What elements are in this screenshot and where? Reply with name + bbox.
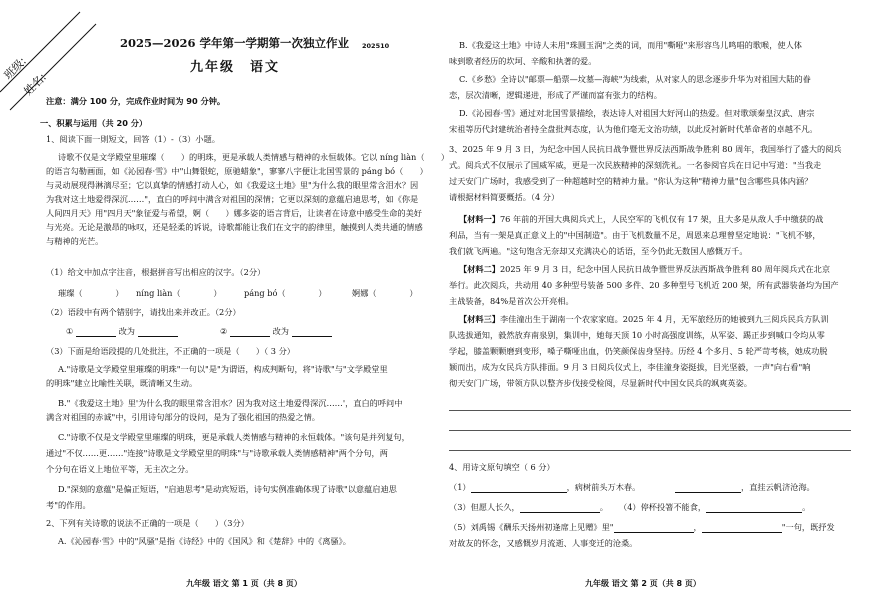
passage-line: 与精神的光芒。 (46, 236, 104, 246)
passage-line: 为我对这土地爱得深沉……"，直白的呼问中满含对祖国的深情；它更以深刻的意蕴启迪思考，如《你是 (46, 194, 419, 204)
question-2: 2、下列有关诗歌的说法不正确的一项是（ ）（3分） (46, 518, 249, 528)
fill-line-2 (675, 482, 815, 493)
class-label: 班级: (1, 54, 29, 83)
answer-blank[interactable] (230, 327, 270, 337)
answer-blank[interactable] (614, 523, 694, 533)
fill-line-1 (449, 482, 640, 493)
material-tag: 【材料一】 (459, 214, 500, 224)
verse-text: （4）停杯投箸不能食， (619, 502, 707, 512)
change-to-label: 改为 (118, 326, 135, 336)
option-line: D.《沁园春·雪》通过对北国雪景描绘，表达诗人对祖国大好河山的热爱。但对歌颂秦皇汉武、唐宗 (459, 108, 815, 118)
fill-line-6: 对故友的怀念，又感慨岁月流逝、人事变迁的沧桑。 (449, 538, 638, 548)
question-1-intro: 1、阅读下面一則短文，回答（1）-（3）小题。 (46, 134, 220, 144)
pinyin-item[interactable]: 婀娜（ ） (352, 288, 418, 298)
subject-heading: 九年级 语文 (190, 60, 281, 75)
answer-blank[interactable] (471, 483, 567, 493)
answer-blank[interactable] (520, 503, 600, 513)
verse-text: ， (693, 522, 702, 532)
material-line: 主战装备，84%是首次公开亮相。 (449, 296, 574, 306)
material-tag: 【材料二】 (459, 264, 500, 274)
option-line: 的明珠"建立比喻性关联，既清晰又生动。 (46, 378, 198, 388)
fill-line-3 (449, 502, 608, 513)
material-line: 队选拔通知，毅然放弃南泉别，集训中，她每天顶 10 小时高强度训练，从军姿、踢正步到喊口令均从零 (449, 330, 825, 340)
verse-text: "一句，既抒发 (781, 522, 835, 532)
material-line: 76 年前的开国大典阅兵式上，人民空军的飞机仅有 17 架，且大多是从敌人手中缴获的战 (499, 214, 824, 224)
pinyin-item[interactable]: páng bó（ ） (244, 288, 327, 298)
question-1-1: （1）给文中加点字注音，根据拼音写出相应的汉字。（2分） (46, 267, 266, 277)
section-heading: 一、积累与运用（共 20 分） (40, 118, 148, 128)
verse-end: 。 (599, 502, 608, 512)
passage-line: 诗歌不仅是文学殿堂里璀璨（ ）的明珠，更是承载人类情感与精神的永恒载体。它以 níng liàn（ ） (58, 152, 450, 162)
exam-note: 注意：满分 100 分，完成作业时间为 90 分钟。 (46, 96, 226, 106)
verse-text: （3）但愿人长久， (449, 502, 520, 512)
option-line: B."《我爱这土地》里'为什么我的眼里常含泪水？因为我对这土地爱得深沉……'，直白的呼问中 (58, 398, 403, 408)
answer-blank[interactable] (706, 503, 802, 513)
option-line: D."深刻的意蕴"是偏正短语，"启迪思考"是动宾短语，诗句实例准确体现了诗歌"以意蕴启迪思 (58, 484, 397, 494)
option-line: 味到歌者经历的坎坷、辛酸和执著的爱。 (449, 56, 597, 66)
material-line: 彻天安门广场，带领方队以整齐步伐接受检阅，尽显新时代中国女民兵的飒爽英姿。 (449, 378, 752, 388)
answer-blank[interactable] (138, 327, 178, 337)
passage-line: 的语言勾勒画面，如《沁园春·雪》中"山舞银蛇，原驰蜡象"，寥寥八字便让北国雪景的 páng bó（ ） (46, 166, 428, 176)
answer-line[interactable] (449, 430, 851, 431)
verse-end: 。 (802, 502, 811, 512)
question-1-3: （3）下面是给语段提的几处批注，不正确的一项是（ ）（ 3 分） (46, 346, 295, 356)
passage-line: 人间四月天》用"四月天"象征爱与希望，婀（ ）娜多姿的语言背后，让读者在诗意中感受生命的美好 (46, 208, 422, 218)
material-line: 我们就飞两遍。"这句饱含无奈却又充满决心的话语，至今仍此无数国人感慨万千。 (449, 246, 748, 256)
page-2 (435, 0, 870, 602)
question-3-line: 请根据材料简要概括。（4 分） (449, 192, 560, 202)
option-line: 个分句在语义上地位平等，无主次之分。 (46, 464, 194, 474)
question-4: 4、用诗文原句填空（ 6 分） (449, 462, 555, 472)
material-line: 学起，膝盖颗颗磨到变形，嗓子嘶哑出血，仍笑颜保齿身坚持。历经 4 个多月、5 轮严苛考核，她成功脱 (449, 346, 828, 356)
answer-blank[interactable] (76, 327, 116, 337)
page-footer: 九年级 语文 第 1 页（共 8 页） (186, 579, 302, 588)
option-line: 满含对祖国的赤诚"中，引用诗句部分的设问，是为了强化祖国的热爱之情。 (46, 412, 320, 422)
answer-line[interactable] (449, 410, 851, 411)
passage-line: 与灵动展现得淋漓尽至；它以真挚的情感打动人心，如《我爱这土地》里"为什么我的眼里常含泪水？因 (46, 180, 419, 190)
exam-code: 202510 (362, 42, 390, 50)
material-line: 2025 年 9 月 3 日，纪念中国人民抗日战争暨世界反法西斯战争胜利 80 周年阅兵式在北京 (499, 264, 831, 274)
answer-blank[interactable] (292, 327, 332, 337)
question-1-2: （2）语段中有两个错别字，请找出来并改正。（2分） (46, 307, 241, 317)
question-2-option-a: A.《沁园春·雪》中的"风骚"是指《诗经》中的《国风》和《楚辞》中的《离骚》。 (58, 536, 351, 546)
material-line: 颖而出，成为女民兵方队排面。9 月 3 日阅兵仪式上，李佳潼身姿挺拔，目光坚毅，一声"向右看"响 (449, 362, 811, 372)
fill-line-4 (619, 502, 810, 513)
page-footer: 九年级 语文 第 2 页（共 8 页） (585, 579, 701, 588)
pinyin-item[interactable]: 璀璨（ ） (58, 288, 124, 298)
option-line: 考"的作用。 (46, 500, 91, 510)
change-to-label: 改为 (272, 326, 289, 336)
verse-text: ，直挂云帆济沧海。 (741, 482, 815, 492)
option-line: 宋祖等历代封建统治者持全盘批判态度，认为他们毫无文治功绩，以此反衬新时代革命者的卓越不凡。 (449, 124, 818, 134)
verse-text: （5）刘禹锡《酬乐天扬州初逢席上见赠》里" (449, 522, 614, 532)
exam-title: 2025—2026 学年第一学期第一次独立作业 (120, 36, 350, 50)
passage-line: 与光亮。无论是激昂的咏叹，还是轻柔的诉说，诗歌都能让我们在文字的韵律里，触摸到人类共通的情感 (46, 222, 423, 232)
fill-line-5 (449, 522, 835, 533)
correction-line-2[interactable] (220, 326, 332, 337)
item-number: （1） (449, 482, 471, 492)
question-3-line: 过天安门广场时，我感受到了一种超越时空的精神力量。"你认为这种"精神力量"包含哪些具体内涵？ (449, 176, 813, 186)
question-3-line: 3、2025 年 9 月 3 日，为纪念中国人民抗日战争暨世界反法西斯战争胜利 80 周年，我国举行了盛大的阅兵 (449, 144, 842, 154)
option-line: 通过"不仅……更……"连接"诗歌是文学殿堂里的明珠"与"诗歌承载人类情感精神"两个分句，两 (46, 448, 388, 458)
question-3-line: 式。阅兵式不仅展示了国威军威，更是一次民族精神的深刻洗礼。一名参阅官兵在日记中写道："当我走 (449, 160, 822, 170)
material-line: 举行。此次阅兵，共动用 40 多种型号装备 500 多件、20 多种型号飞机近 200 架，所有武器装备均为国产 (449, 280, 839, 290)
option-line: 恋，层次清晰，逻辑递进，形成了严谨而富有张力的结构。 (449, 90, 662, 100)
material-line: 利品，当有一架是真正意义上的"中国制造"。由于飞机数量不足，周恩来总理曾坚定地说："飞机不够， (449, 230, 821, 240)
answer-blank[interactable] (675, 483, 741, 493)
marker-2: ② (220, 326, 228, 336)
name-label: 姓名: (21, 70, 49, 99)
option-line: C.《乡愁》全诗以"邮票—船票—坟墓—海峡"为线索，从对家人的思念逐步升华为对祖国大陆的眷 (459, 74, 811, 84)
option-line: A."诗歌是文学殿堂里璀璨的明珠"一句以"是"为谓语，构成判断句，将"诗歌"与"文学殿堂里 (58, 364, 388, 374)
verse-text: ，病树前头万木春。 (566, 482, 641, 492)
pinyin-item[interactable]: níng liàn（ ） (136, 288, 222, 298)
material-tag: 【材料三】 (459, 314, 500, 324)
material-line: 李佳潼出生于湖南一个农家家庭。2025 年 4 月，无军旅经历的她被到九三阅兵民兵方队训 (499, 314, 829, 324)
option-line: C."诗歌不仅是文学殿堂里璀璨的明珠，更是承载人类情感与精神的永恒载体。"该句是并列复句， (58, 432, 410, 442)
answer-line[interactable] (449, 450, 851, 451)
answer-blank[interactable] (702, 523, 782, 533)
marker-1: ① (66, 326, 74, 336)
option-line: B.《我爱这土地》中诗人未用"珠圆玉润"之类的词，而用"嘶哑"来形容鸟儿鸣唱的歌喉，使人体 (459, 40, 802, 50)
correction-line-1[interactable] (66, 326, 178, 337)
